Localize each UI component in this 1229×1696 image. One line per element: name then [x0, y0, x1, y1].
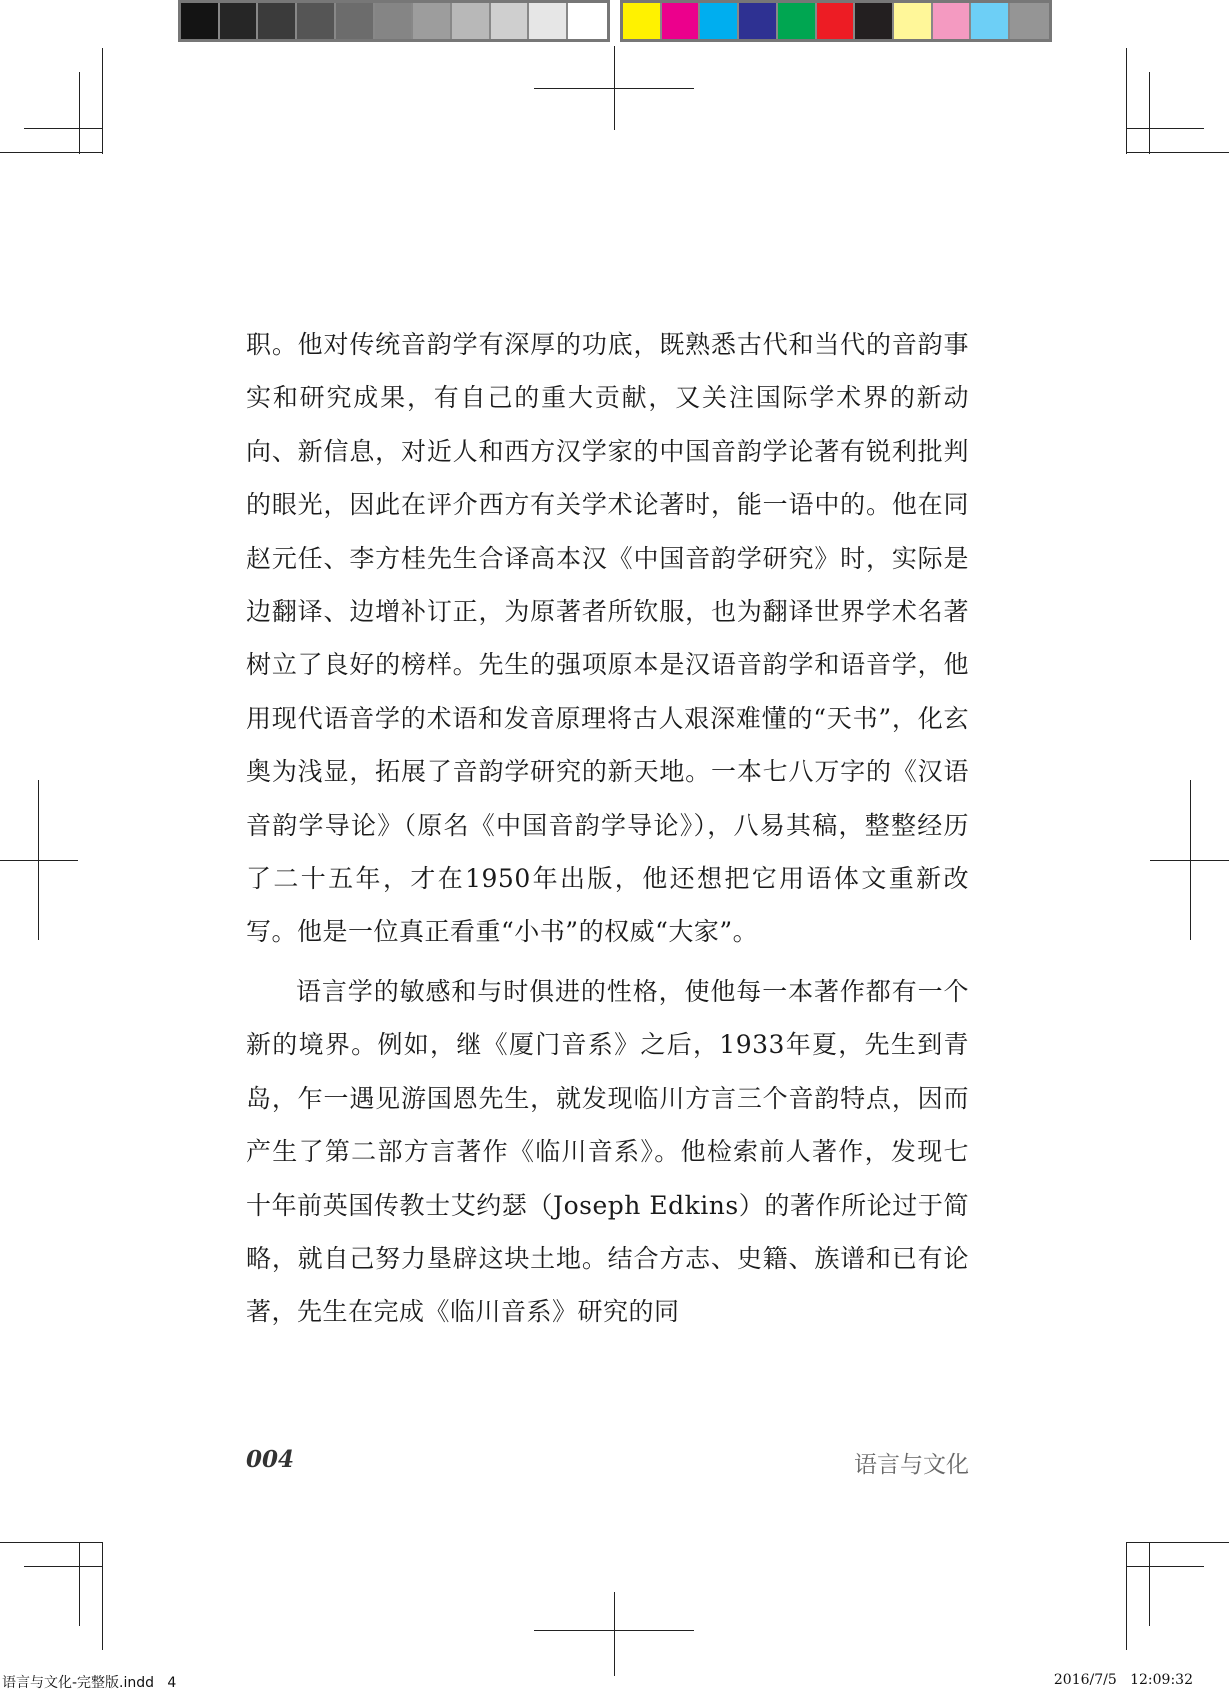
gray-swatch-8: [452, 3, 491, 39]
color-swatch-7: [855, 3, 894, 39]
color-swatch-11: [1010, 3, 1049, 39]
gray-swatch-2: [220, 3, 259, 39]
color-swatch-1: [623, 3, 662, 39]
gray-swatch-9: [491, 3, 530, 39]
color-swatch-10: [971, 3, 1010, 39]
color-swatch-2: [662, 3, 701, 39]
gray-swatch-5: [336, 3, 375, 39]
color-swatch-6: [817, 3, 856, 39]
color-swatch-4: [739, 3, 778, 39]
print-timestamp: 2016/7/5 12:09:32: [1053, 1672, 1193, 1688]
body-text: [246, 318, 969, 1339]
gray-swatch-4: [297, 3, 336, 39]
file-slug: 语言与文化-完整版.indd 4: [2, 1675, 177, 1691]
page-number: 004: [246, 1446, 295, 1473]
running-title: 语言与文化: [854, 1452, 969, 1478]
color-swatch-5: [778, 3, 817, 39]
gray-swatch-3: [258, 3, 297, 39]
gray-swatch-10: [529, 3, 568, 39]
paragraph-2: 语言学的敏感和与时俱进的性格，使他每一本著作都有一个新的境界。例如，继《厦门音系》之后，1933年夏，先生到青岛，乍一遇见游国恩先生，就发现临川方言三个音韵特点，因而产生了第二部方言著作《临川音系》。他检索前人著作，发现七十年前英国传教士艾约瑟（Joseph Edkins）的著作所论过于简略，就自己努力垦辟这块土地。结合方志、史籍、族谱和已有论著，先生在完成《临川音系》研究的同: [246, 976, 969, 1327]
color-swatch-9: [933, 3, 972, 39]
grayscale-calibration-bar: [178, 0, 610, 42]
gray-swatch-7: [413, 3, 452, 39]
gray-swatch-1: [181, 3, 220, 39]
gray-swatch-11: [568, 3, 607, 39]
color-swatch-3: [700, 3, 739, 39]
color-calibration-bar: [620, 0, 1052, 42]
color-swatch-8: [894, 3, 933, 39]
paragraph-1: 职。他对传统音韵学有深厚的功底，既熟悉古代和当代的音韵事实和研究成果，有自己的重大贡献，又关注国际学术界的新动向、新信息，对近人和西方汉学家的中国音韵学论著有锐利批判的眼光，因此在评介西方有关学术论著时，能一语中的。他在同赵元任、李方桂先生合译高本汉《中国音韵学研究》时，实际是边翻译、边增补订正，为原著者所钦服，也为翻译世界学术名著树立了良好的榜样。先生的强项原本是汉语音韵学和语音学，他用现代语音学的术语和发音原理将古人艰深难懂的“天书”，化玄奥为浅显，拓展了音韵学研究的新天地。一本七八万字的《汉语音韵学导论》（原名《中国音韵学导论》），八易其稿，整整经历了二十五年，才在1950年出版，他还想把它用语体文重新改写。他是一位真正看重“小书”的权威“大家”。: [246, 330, 969, 947]
gray-swatch-6: [375, 3, 414, 39]
